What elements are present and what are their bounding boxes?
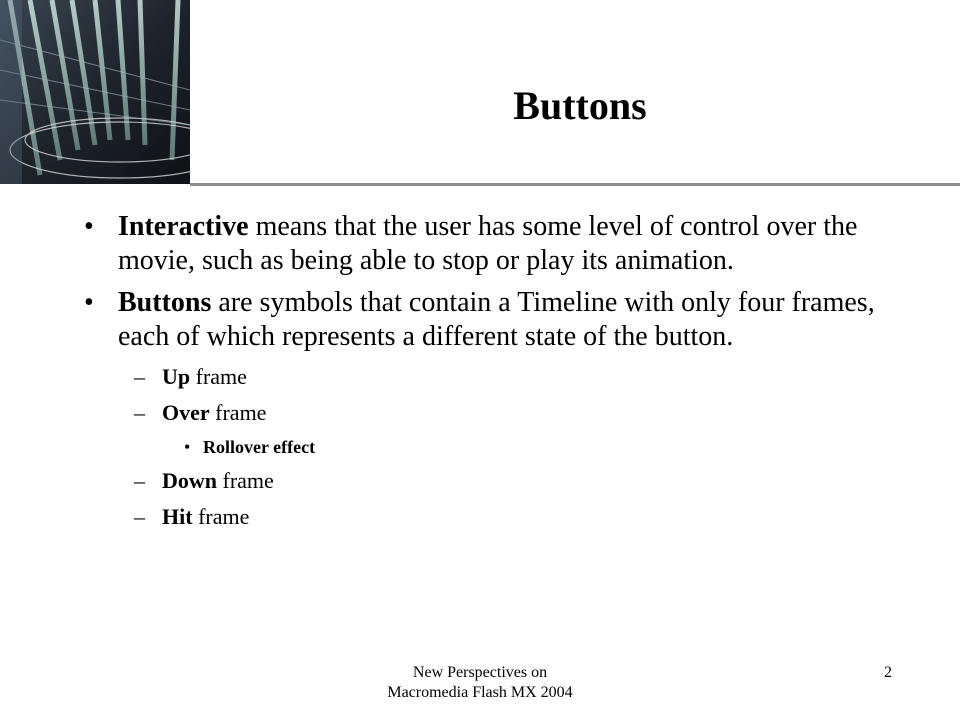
header-rule <box>190 183 960 186</box>
dash-marker: – <box>134 504 145 529</box>
footer-text <box>360 663 600 703</box>
sub-bullet-marker: • <box>184 437 191 457</box>
bullet-item-interactive <box>78 210 878 278</box>
bullet-term: Interactive <box>118 211 249 242</box>
sub-item-text: frame <box>190 364 247 389</box>
sub-item-text: frame <box>217 468 274 493</box>
dash-marker: – <box>134 364 145 389</box>
bullet-text: are symbols that contain a Timeline with only four frames, each of which represents a different state of the button. <box>118 287 875 352</box>
sub-item-term: Over <box>162 400 210 425</box>
sub-sub-item-text: Rollover effect <box>203 437 316 457</box>
corner-photo <box>0 0 190 184</box>
dash-marker: – <box>134 400 145 425</box>
slide-title: Buttons <box>513 83 647 128</box>
slide-content <box>78 210 878 530</box>
footer-line-2: Macromedia Flash MX 2004 <box>387 684 573 701</box>
architecture-photo-icon <box>0 0 190 184</box>
bullet-item-buttons <box>78 286 878 354</box>
bullet-marker: • <box>84 287 94 318</box>
sub-item-term: Down <box>162 468 218 493</box>
dash-marker: – <box>134 468 145 493</box>
sub-item-down-frame <box>78 468 878 494</box>
bullet-text: means that the user has some level of control over the movie, such as being able to stop or play its animation. <box>118 211 858 276</box>
slide-number: 2 <box>884 664 892 681</box>
sub-item-hit-frame <box>78 504 878 530</box>
sub-item-over-frame <box>78 400 878 426</box>
sub-item-text: frame <box>192 504 250 529</box>
bullet-marker: • <box>84 211 94 242</box>
sub-item-term: Hit <box>162 504 193 529</box>
sub-item-up-frame <box>78 364 878 390</box>
footer-line-1: New Perspectives on <box>412 664 548 681</box>
sub-item-term: Up <box>162 364 191 389</box>
sub-sub-item-rollover <box>78 436 878 458</box>
sub-item-text: frame <box>209 400 267 425</box>
bullet-term: Buttons <box>118 287 212 318</box>
